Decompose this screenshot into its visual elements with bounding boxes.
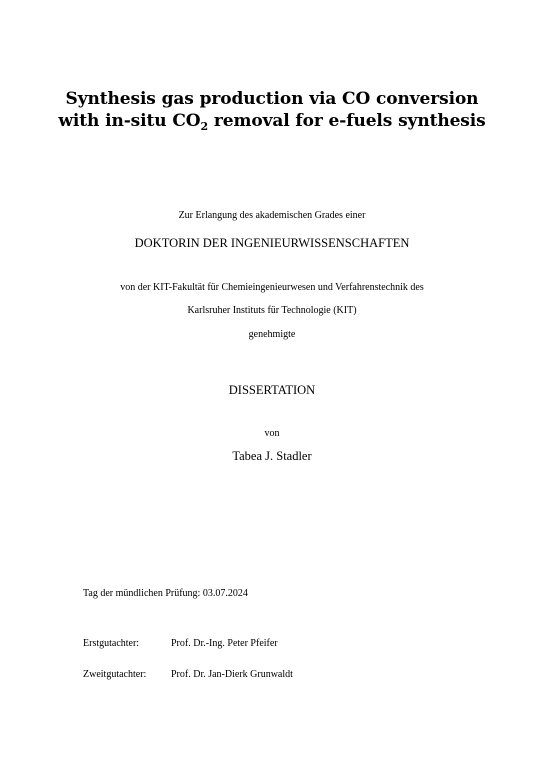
approved-label: genehmigte <box>248 329 296 340</box>
thesis-title-line-2 <box>0 110 544 134</box>
first-reviewer-row <box>83 638 278 649</box>
second-reviewer-name: Prof. Dr. Jan-Dierk Grunwaldt <box>171 669 293 680</box>
faculty-line-1: von der KIT-Fakultät für Chemieingenieurwesen und Verfahrenstechnik des <box>120 282 424 293</box>
faculty-line-2: Karlsruher Instituts für Technologie (KIT) <box>187 305 357 316</box>
thesis-title-line-1: Synthesis gas production via CO conversion <box>65 89 479 109</box>
exam-date: Tag der mündlichen Prüfung: 03.07.2024 <box>83 588 248 599</box>
by-label: von <box>264 428 280 439</box>
thesis-title-line-2-suffix: removal for e-fuels synthesis <box>208 111 486 131</box>
co2-subscript: 2 <box>200 120 209 133</box>
first-reviewer-label: Erstgutachter: <box>83 638 140 649</box>
first-reviewer-name: Prof. Dr.-Ing. Peter Pfeifer <box>171 638 278 649</box>
thesis-title-line-2-prefix: with in-situ CO <box>58 111 201 131</box>
second-reviewer-row <box>83 669 293 680</box>
document-type: DISSERTATION <box>228 383 316 397</box>
degree-intro: Zur Erlangung des akademischen Grades einer <box>178 210 366 221</box>
second-reviewer-label: Zweitgutachter: <box>83 669 147 680</box>
degree-name: DOKTORIN DER INGENIEURWISSENSCHAFTEN <box>134 236 410 250</box>
author-name: Tabea J. Stadler <box>232 449 312 463</box>
